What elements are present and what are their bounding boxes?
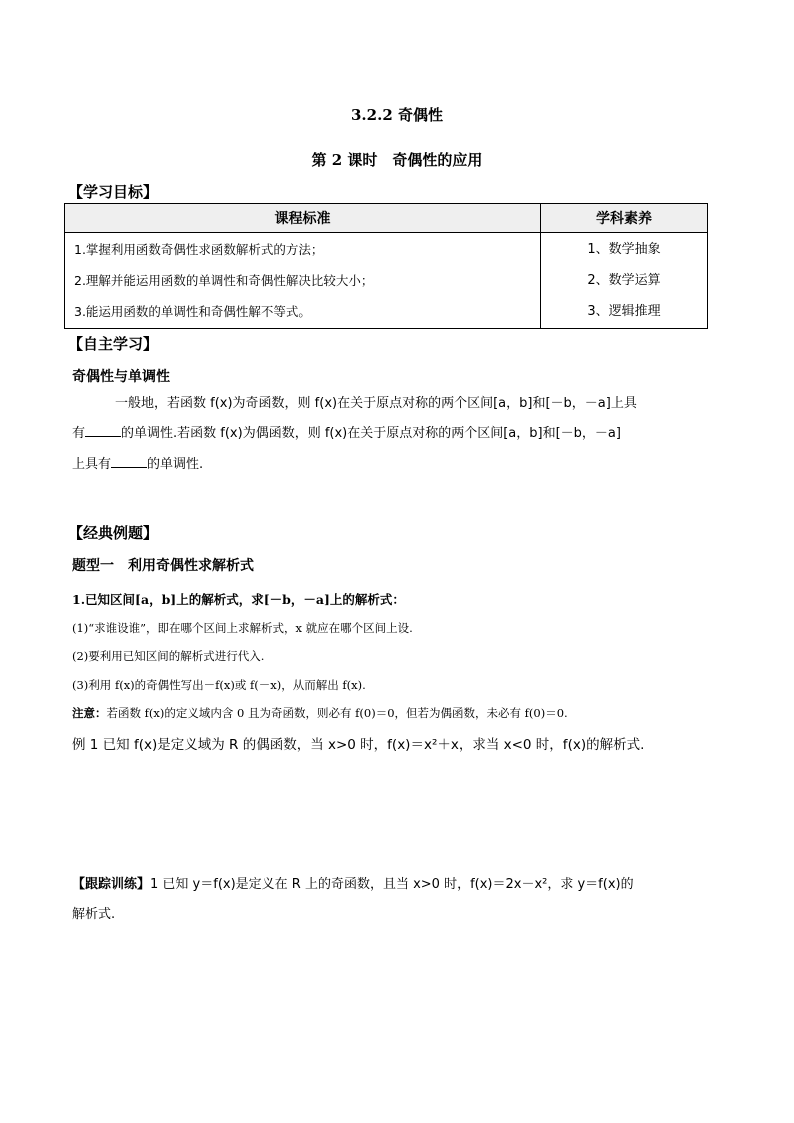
header-course-standard: 课程标准 (65, 204, 541, 233)
self-study-topic: 奇偶性与单调性 (72, 369, 170, 385)
example-1: 例 1 已知 f(x)是定义域为 R 的偶函数，当 x>0 时，f(x)＝x²＋x，求当 x<0 时，f(x)的解析式. (72, 737, 645, 753)
standard-item: 3.能运用函数的单调性和奇偶性解不等式。 (74, 304, 311, 319)
lesson-subtitle: 第 2 课时 奇偶性的应用 (311, 151, 483, 169)
standard-item: 2.理解并能运用函数的单调性和奇偶性解决比较大小； (74, 273, 374, 288)
rule-item: (2)要利用已知区间的解析式进行代入. (72, 649, 265, 663)
self-study-line-1: 一般地，若函数 f(x)为奇函数，则 f(x)在关于原点对称的两个区间[a，b]和[－b，－a]上具 (115, 396, 637, 411)
examples-heading: 【经典例题】 (68, 524, 159, 542)
goals-heading: 【学习目标】 (68, 183, 159, 201)
lesson-title: 3.2.2 奇偶性 (351, 106, 443, 124)
literacy-item: 2、数学运算 (587, 273, 661, 288)
rule-title: 1.已知区间[a，b]上的解析式，求[－b，－a]上的解析式： (72, 592, 405, 607)
header-subject-literacy: 学科素养 (541, 204, 708, 233)
note-label: 注意： (72, 706, 107, 720)
literacy-item: 3、逻辑推理 (587, 304, 661, 319)
literacy-cell (541, 233, 708, 329)
self-study-line-3: 上具有 的单调性. (72, 451, 203, 479)
learning-goals-table (64, 203, 708, 329)
fill-in-blank[interactable] (85, 422, 121, 437)
self-study-line-2: 有 的单调性.若函数 f(x)为偶函数，则 f(x)在关于原点对称的两个区间[a，b]和[－b，－a] (72, 420, 621, 448)
rule-item: (3)利用 f(x)的奇偶性写出－f(x)或 f(－x)，从而解出 f(x). (72, 678, 366, 692)
standard-item: 1.掌握利用函数奇偶性求函数解析式的方法； (74, 242, 324, 257)
rule-item: (1)“求谁设谁”，即在哪个区间上求解析式，x 就应在哪个区间上设. (72, 621, 413, 635)
practice-1-continued: 解析式. (72, 907, 116, 922)
practice-label: 【跟踪训练】 (72, 877, 151, 892)
practice-1: 【跟踪训练】1 已知 y＝f(x)是定义在 R 上的奇函数，且当 x>0 时，f(x)＝2x－x²，求 y＝f(x)的 (72, 877, 634, 892)
course-standards-cell (65, 233, 541, 329)
literacy-item: 1、数学抽象 (587, 242, 661, 257)
fill-in-blank[interactable] (111, 453, 147, 468)
self-study-heading: 【自主学习】 (68, 335, 159, 353)
type-one-heading: 题型一 利用奇偶性求解析式 (72, 558, 254, 574)
note: 注意：若函数 f(x)的定义域内含 0 且为奇函数，则必有 f(0)＝0，但若为偶函数，未必有 f(0)＝0. (72, 706, 568, 720)
